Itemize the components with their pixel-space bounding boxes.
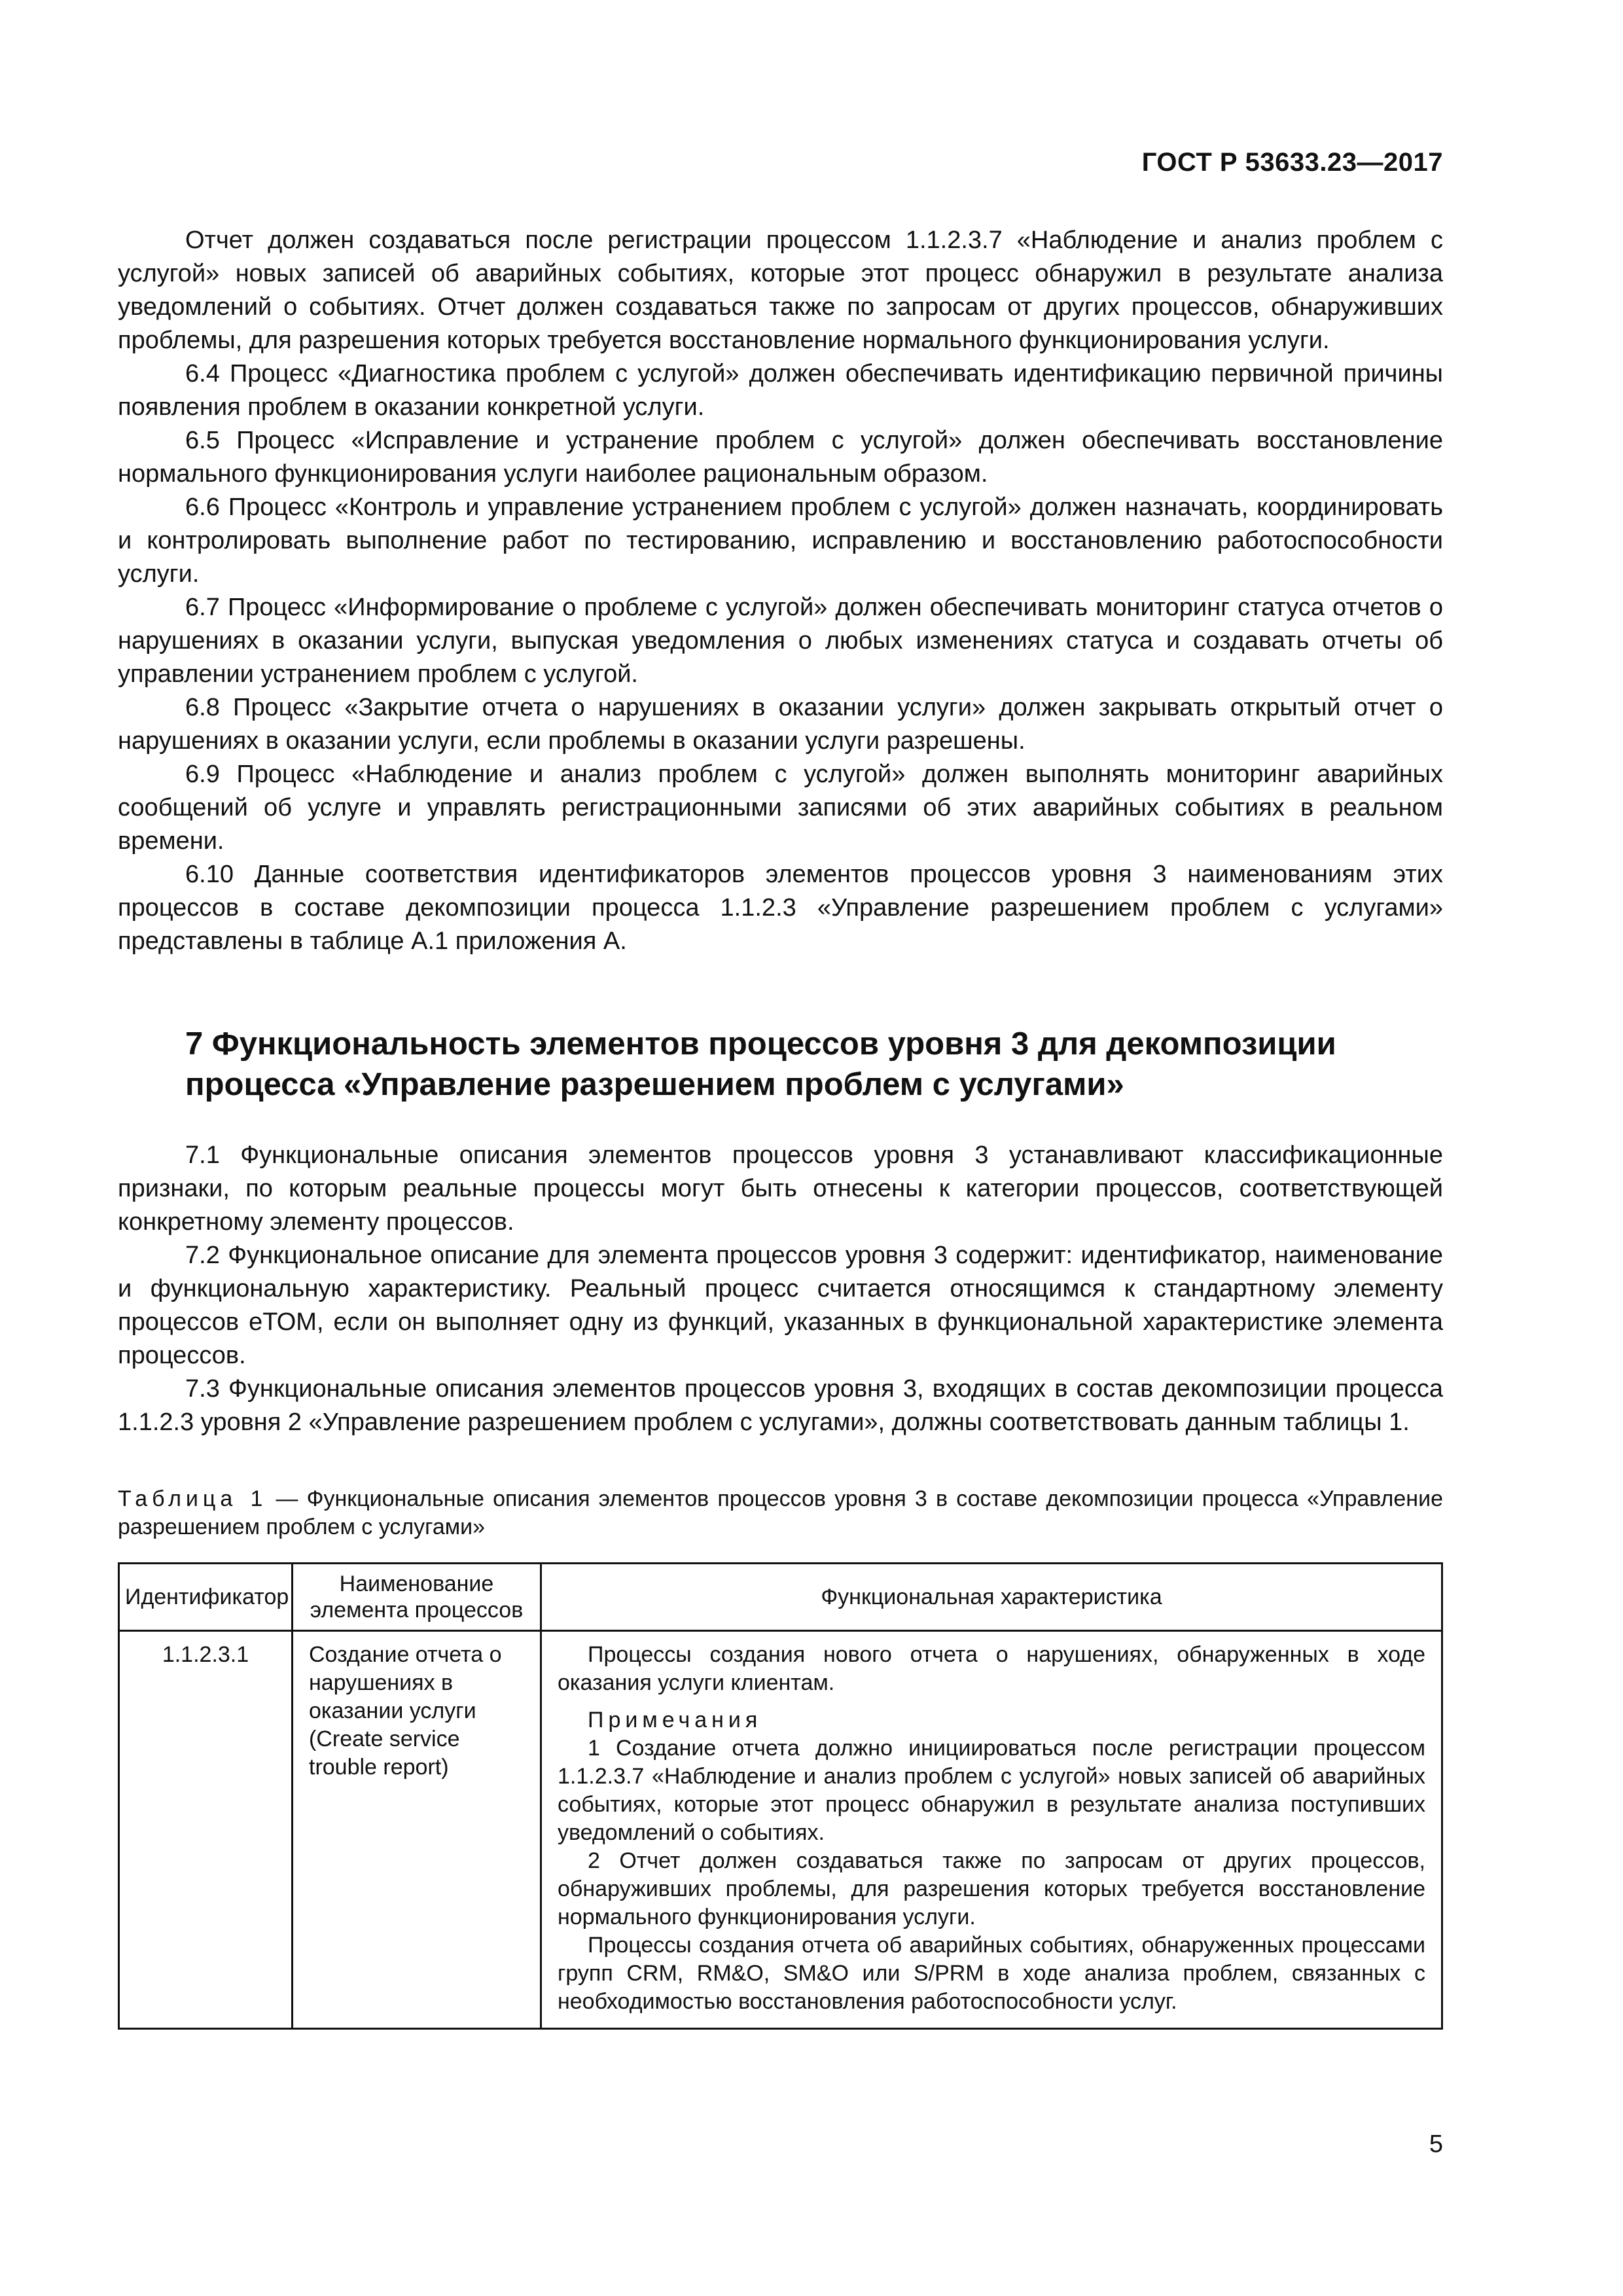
paragraph-6-4: 6.4 Процесс «Диагностика проблем с услугой» должен обеспечивать идентификацию первичной причины появления проблем в оказании конкретной услуги. <box>118 360 1443 421</box>
paragraph-7-1: 7.1 Функциональные описания элементов процессов уровня 3 устанавливают классификационные признаки, по которым реальные процессы могут быть отнесены к категории процессов, соответствующей конкретному элементу процессов. <box>118 1141 1443 1236</box>
paragraph-6-9: 6.9 Процесс «Наблюдение и анализ проблем с услугой» должен выполнять мониторинг аварийных сообщений об услуге и управлять регистрационными записями об этих аварийных событиях в реальном времени. <box>118 761 1443 855</box>
paragraph-6-7: 6.7 Процесс «Информирование о проблеме с услугой» должен обеспечивать мониторинг статуса отчетов о нарушениях в оказании услуги, выпуская уведомления о любых изменениях статуса и создавать отчеты об управлении устранением проблем с услугой. <box>118 594 1443 688</box>
cell-functional-description <box>541 1631 1442 2029</box>
paragraph-7-3: 7.3 Функциональные описания элементов процессов уровня 3, входящих в состав декомпозиции процесса 1.1.2.3 уровня 2 «Управление разрешением проблем с услугами», должны соответствовать данным таблицы 1. <box>118 1375 1443 1436</box>
page-number: 5 <box>1429 2130 1443 2158</box>
description-text: Процессы создания нового отчета о нарушениях, обнаруженных в ходе оказания услуги клиентам. <box>558 1642 1425 1695</box>
note-1: 1 Создание отчета должно инициироваться после регистрации процессом 1.1.2.3.7 «Наблюдение и анализ проблем с услугой» новых записей об аварийных событиях, которые этот процесс обнаружил в результате анализа поступивших уведомлений о событиях. <box>558 1736 1425 1845</box>
page-content <box>118 224 1443 2030</box>
section-7-heading-line2: процесса «Управление разрешением проблем с услугами» <box>185 1067 1124 1102</box>
paragraph-6-5: 6.5 Процесс «Исправление и устранение проблем с услугой» должен обеспечивать восстановление нормального функционирования услуги наиболее рациональным образом. <box>118 427 1443 488</box>
description-extra: Процессы создания отчета об аварийных событиях, обнаруженных процессами групп CRM, RM&O, SM&O или S/PRM в ходе анализа проблем, связанных с необходимостью восстановления работоспособности услуг. <box>558 1933 1425 2014</box>
header-element-name: Наименование элемента процессов <box>293 1564 541 1631</box>
table-row <box>119 1631 1442 2029</box>
paragraph-7-2: 7.2 Функциональное описание для элемента процессов уровня 3 содержит: идентификатор, наименование и функциональную характеристику. Реальный процесс считается относящимся к стандартному элементу процессов еТОМ, если он выполняет одну из функций, указанных в функциональной характеристике элемента процессов. <box>118 1242 1443 1369</box>
table-caption <box>118 1485 1443 1541</box>
table-caption-text: — Функциональные описания элементов процессов уровня 3 в составе декомпозиции процесса «Управление разрешением проблем с услугами» <box>118 1486 1443 1539</box>
cell-identifier: 1.1.2.3.1 <box>119 1631 293 2029</box>
table-caption-label: Таблица 1 <box>118 1486 268 1511</box>
paragraph-6-6: 6.6 Процесс «Контроль и управление устранением проблем с услугой» должен назначать, координировать и контролировать выполнение работ по тестированию, исправлению и восстановлению работоспособности услуги. <box>118 493 1443 588</box>
table-header-row <box>119 1564 1442 1631</box>
note-2: 2 Отчет должен создаваться также по запросам от других процессов, обнаруживших проблемы, для разрешения которых требуется восстановление нормального функционирования услуги. <box>558 1848 1425 1929</box>
functional-description-table <box>118 1562 1443 2030</box>
notes-title: Примечания <box>588 1708 762 1732</box>
section-7-heading-line1: 7 Функциональность элементов процессов уровня 3 для декомпозиции <box>185 1026 1336 1062</box>
paragraph-6-8: 6.8 Процесс «Закрытие отчета о нарушениях в оказании услуги» должен закрывать открытый отчет о нарушениях в оказании услуги, если проблемы в оказании услуги разрешены. <box>118 694 1443 755</box>
header-identifier: Идентификатор <box>119 1564 293 1631</box>
header-functional-description: Функциональная характеристика <box>541 1564 1442 1631</box>
paragraph-6-10: 6.10 Данные соответствия идентификаторов элементов процессов уровня 3 наименованиям этих процессов в составе декомпозиции процесса 1.1.2.3 «Управление разрешением проблем с услугами» представлены в таблице А.1 приложения А. <box>118 861 1443 955</box>
section-7-heading <box>185 1024 1443 1105</box>
cell-element-name: Создание отчета о нарушениях в оказании услуги (Create service trouble report) <box>293 1631 541 2029</box>
document-code: ГОСТ Р 53633.23—2017 <box>1141 148 1443 177</box>
paragraph-report-creation: Отчет должен создаваться после регистрации процессом 1.1.2.3.7 «Наблюдение и анализ проблем с услугой» новых записей об аварийных событиях, которые этот процесс обнаружил в результате анализа уведомлений о событиях. Отчет должен создаваться также по запросам от других процессов, обнаруживших проблемы, для разрешения которых требуется восстановление нормального функционирования услуги. <box>118 226 1443 354</box>
